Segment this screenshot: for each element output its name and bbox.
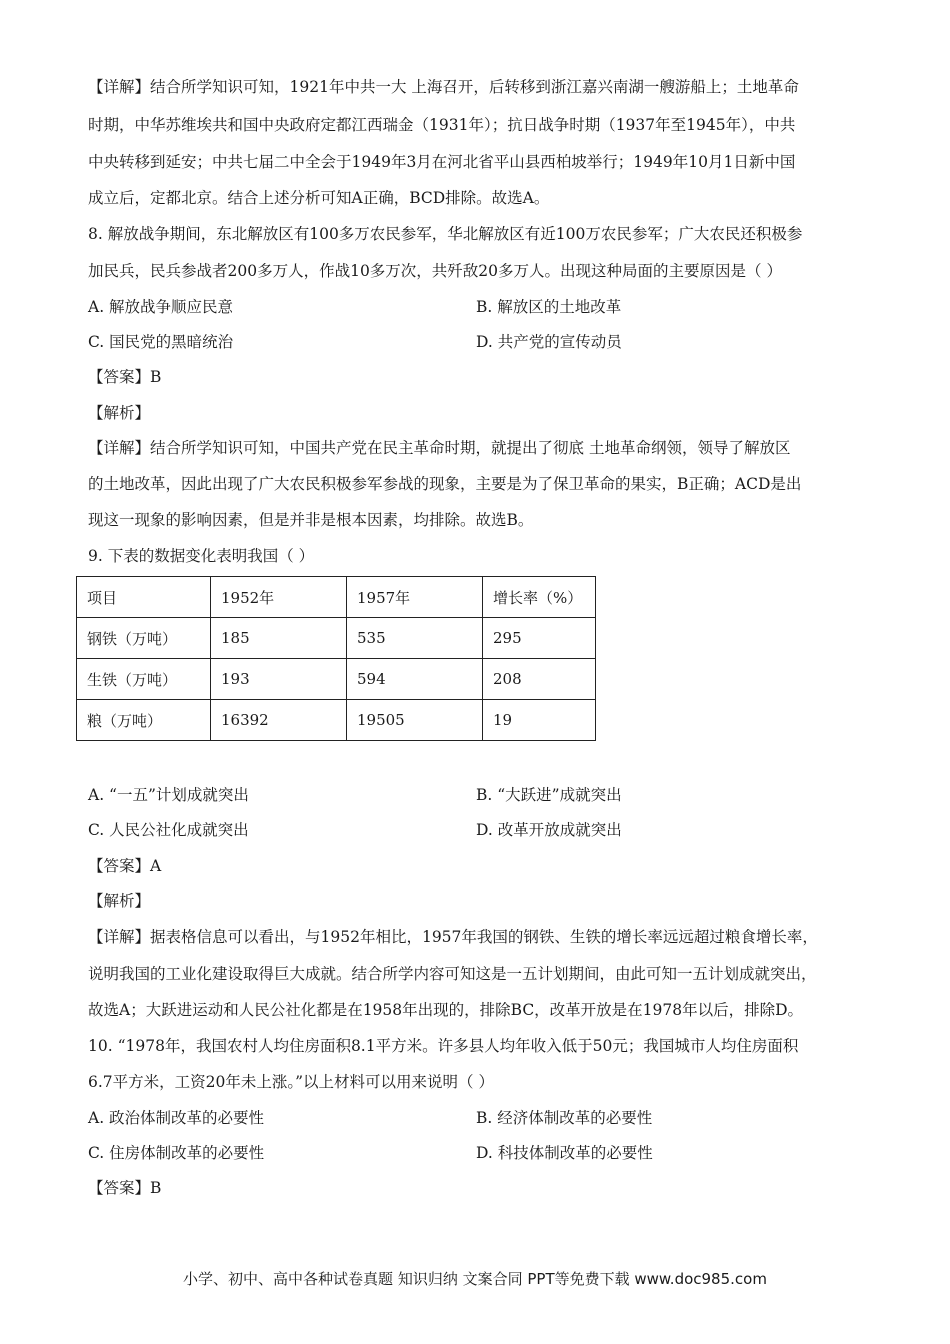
q9-detail-line-3: 故选A；大跃进运动和人民公社化都是在1958年出现的，排除BC，改革开放是在1978年以后，排除D。	[88, 1001, 804, 1019]
table-cell: 193	[211, 659, 347, 700]
detail-label: 【详解】	[88, 928, 151, 946]
q8-detail-line-1: 【详解】结合所学知识可知，中国共产党在民主革命时期，就提出了彻底 土地革命纲领，领导了解放区	[88, 439, 791, 457]
table-cell: 295	[483, 618, 596, 659]
answer-value: B	[150, 1179, 162, 1197]
q10-option-c: C. 住房体制改革的必要性	[88, 1144, 265, 1162]
q9-stem: 9. 下表的数据变化表明我国（ ）	[88, 547, 315, 565]
q8-option-d: D. 共产党的宣传动员	[476, 333, 622, 351]
table-header-cell: 项目	[77, 577, 211, 618]
q8-option-a: A. 解放战争顺应民意	[88, 298, 234, 316]
q7-detail-line-3: 中央转移到延安；中共七届二中全会于1949年3月在河北省平山县西柏坡举行；1949年10月1日新中国	[88, 153, 796, 171]
q9-option-d: D. 改革开放成就突出	[476, 821, 622, 839]
answer-label: 【答案】	[88, 1179, 151, 1197]
table-header-cell: 增长率（%）	[483, 577, 596, 618]
q9-option-b: B. “大跃进”成就突出	[476, 786, 622, 804]
table-header-cell: 1957年	[347, 577, 483, 618]
table-cell: 208	[483, 659, 596, 700]
table-row	[77, 618, 596, 659]
table-cell: 185	[211, 618, 347, 659]
q9-detail-line-1: 【详解】据表格信息可以看出，与1952年相比，1957年我国的钢铁、生铁的增长率远远超过粮食增长率，	[88, 928, 818, 946]
detail-label: 【详解】	[88, 78, 151, 96]
table-row	[77, 700, 596, 741]
q7-detail-line-4: 成立后，定都北京。结合上述分析可知A正确，BCD排除。故选A。	[88, 189, 550, 207]
table-cell: 粮（万吨）	[77, 700, 211, 741]
page-footer: 小学、初中、高中各种试卷真题 知识归纳 文案合同 PPT等免费下载 www.doc985.com	[183, 1270, 767, 1288]
q8-detail-line-3: 现这一现象的影响因素，但是并非是根本因素，均排除。故选B。	[88, 511, 534, 529]
answer-label: 【答案】	[88, 857, 151, 875]
q10-answer	[88, 1177, 161, 1199]
detail-label: 【详解】	[88, 439, 151, 457]
q10-option-d: D. 科技体制改革的必要性	[476, 1144, 653, 1162]
q9-detail-line-2: 说明我国的工业化建设取得巨大成就。结合所学内容可知这是一五计划期间，由此可知一五计划成就突出，	[88, 965, 817, 983]
q8-detail-line-2: 的土地改革，因此出现了广大农民积极参军参战的现象，主要是为了保卫革命的果实，B正确；ACD是出	[88, 475, 802, 493]
q8-analysis-label: 【解析】	[88, 404, 151, 422]
q7-detail-line-2: 时期，中华苏维埃共和国中央政府定都江西瑞金（1931年）；抗日战争时期（1937年至1945年），中共	[88, 116, 796, 134]
table-cell: 535	[347, 618, 483, 659]
q10-option-b: B. 经济体制改革的必要性	[476, 1109, 653, 1127]
q10-option-a: A. 政治体制改革的必要性	[88, 1109, 265, 1127]
table-cell: 生铁（万吨）	[77, 659, 211, 700]
q8-answer	[88, 366, 161, 388]
table-cell: 594	[347, 659, 483, 700]
table-row	[77, 659, 596, 700]
q8-option-c: C. 国民党的黑暗统治	[88, 333, 234, 351]
q10-stem-line-2: 6.7平方米，工资20年未上涨。”以上材料可以用来说明（ ）	[88, 1073, 494, 1091]
q9-option-c: C. 人民公社化成就突出	[88, 821, 249, 839]
q9-data-table	[76, 576, 596, 741]
table-cell: 钢铁（万吨）	[77, 618, 211, 659]
table-header-row	[77, 577, 596, 618]
table-cell: 16392	[211, 700, 347, 741]
q8-stem-line-2: 加民兵，民兵参战者200多万人，作战10多万次，共歼敌20多万人。出现这种局面的主要原因是（ ）	[88, 262, 782, 280]
table-cell: 19	[483, 700, 596, 741]
q9-analysis-label: 【解析】	[88, 892, 151, 910]
table-header-cell: 1952年	[211, 577, 347, 618]
q7-detail-line-1: 【详解】结合所学知识可知，1921年中共一大 上海召开，后转移到浙江嘉兴南湖一艘游船上；土地革命	[88, 78, 799, 96]
q8-stem-line-1: 8. 解放战争期间，东北解放区有100多万农民参军，华北解放区有近100万农民参军；广大农民还积极参	[88, 225, 803, 243]
answer-label: 【答案】	[88, 368, 151, 386]
table-cell: 19505	[347, 700, 483, 741]
answer-value: A	[150, 857, 162, 875]
q9-answer	[88, 855, 161, 877]
q10-stem-line-1: 10. “1978年，我国农村人均住房面积8.1平方米。许多县人均年收入低于50元；我国城市人均住房面积	[88, 1037, 799, 1055]
answer-value: B	[150, 368, 162, 386]
q8-option-b: B. 解放区的土地改革	[476, 298, 622, 316]
q9-option-a: A. “一五”计划成就突出	[88, 786, 249, 804]
